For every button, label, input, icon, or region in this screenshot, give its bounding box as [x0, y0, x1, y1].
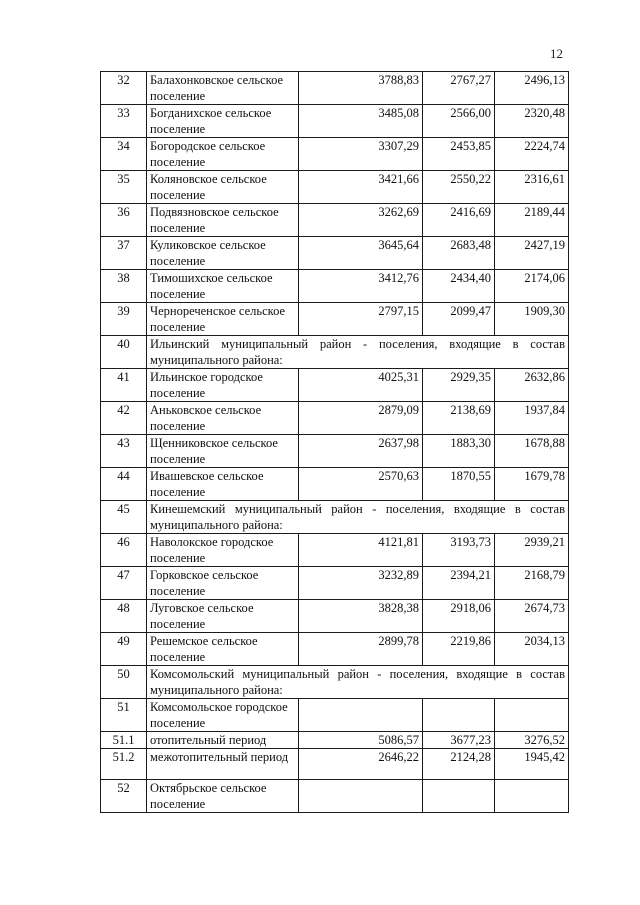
row-number: 50 — [101, 666, 147, 699]
value-cell-2: 2138,69 — [423, 402, 495, 435]
value-cell-3: 2316,61 — [495, 171, 569, 204]
settlement-name: межотопительный период — [147, 749, 299, 780]
value-cell-1: 2646,22 — [299, 749, 423, 780]
value-cell-3: 1909,30 — [495, 303, 569, 336]
table-row — [101, 534, 569, 567]
value-cell-1: 3262,69 — [299, 204, 423, 237]
value-cell-3: 2427,19 — [495, 237, 569, 270]
value-cell-3 — [495, 699, 569, 732]
row-number: 51 — [101, 699, 147, 732]
value-cell-2: 2767,27 — [423, 72, 495, 105]
value-cell-1: 4025,31 — [299, 369, 423, 402]
row-number: 46 — [101, 534, 147, 567]
row-number: 44 — [101, 468, 147, 501]
district-header: Кинешемский муниципальный район - поселения, входящие в состав муниципального района: — [147, 501, 569, 534]
settlement-name: Подвязновское сельское поселение — [147, 204, 299, 237]
table-row — [101, 468, 569, 501]
settlement-name: Богородское сельское поселение — [147, 138, 299, 171]
table-row — [101, 633, 569, 666]
value-cell-3: 2320,48 — [495, 105, 569, 138]
settlement-name: Чернореченское сельское поселение — [147, 303, 299, 336]
settlement-name: Решемское сельское поселение — [147, 633, 299, 666]
value-cell-3: 2632,86 — [495, 369, 569, 402]
value-cell-2: 1883,30 — [423, 435, 495, 468]
value-cell-3: 2939,21 — [495, 534, 569, 567]
row-number: 43 — [101, 435, 147, 468]
settlement-name: Аньковское сельское поселение — [147, 402, 299, 435]
district-header: Комсомольский муниципальный район - поселения, входящие в состав муниципального района: — [147, 666, 569, 699]
row-number: 32 — [101, 72, 147, 105]
settlement-name: Ильинское городское поселение — [147, 369, 299, 402]
row-number: 51.2 — [101, 749, 147, 780]
table-body — [101, 72, 569, 813]
value-cell-3: 2674,73 — [495, 600, 569, 633]
row-number: 47 — [101, 567, 147, 600]
settlement-name: Балахонковское сельское поселение — [147, 72, 299, 105]
value-cell-1: 2899,78 — [299, 633, 423, 666]
table-row — [101, 72, 569, 105]
value-cell-1: 3307,29 — [299, 138, 423, 171]
row-number: 52 — [101, 780, 147, 813]
value-cell-3: 1678,88 — [495, 435, 569, 468]
value-cell-3 — [495, 780, 569, 813]
value-cell-1: 3412,76 — [299, 270, 423, 303]
settlement-name: отопительный период — [147, 732, 299, 749]
page-number: 12 — [550, 46, 563, 61]
row-number: 37 — [101, 237, 147, 270]
tariff-table — [100, 71, 569, 813]
value-cell-2: 2434,40 — [423, 270, 495, 303]
value-cell-3: 2189,44 — [495, 204, 569, 237]
settlement-name: Октябрьское сельское поселение — [147, 780, 299, 813]
settlement-name: Луговское сельское поселение — [147, 600, 299, 633]
value-cell-1: 2797,15 — [299, 303, 423, 336]
settlement-name: Комсомольское городское поселение — [147, 699, 299, 732]
value-cell-1: 3645,64 — [299, 237, 423, 270]
table-row — [101, 138, 569, 171]
settlement-name: Коляновское сельское поселение — [147, 171, 299, 204]
table-row — [101, 780, 569, 813]
value-cell-1: 5086,57 — [299, 732, 423, 749]
table-row — [101, 501, 569, 534]
row-number: 40 — [101, 336, 147, 369]
value-cell-1: 4121,81 — [299, 534, 423, 567]
table-row — [101, 270, 569, 303]
value-cell-1: 2570,63 — [299, 468, 423, 501]
value-cell-2 — [423, 699, 495, 732]
row-number: 38 — [101, 270, 147, 303]
value-cell-2: 2219,86 — [423, 633, 495, 666]
value-cell-2: 1870,55 — [423, 468, 495, 501]
value-cell-2: 2550,22 — [423, 171, 495, 204]
value-cell-2: 2453,85 — [423, 138, 495, 171]
settlement-name: Куликовское сельское поселение — [147, 237, 299, 270]
value-cell-1: 2637,98 — [299, 435, 423, 468]
table-row — [101, 567, 569, 600]
table-row — [101, 600, 569, 633]
row-number: 48 — [101, 600, 147, 633]
value-cell-1 — [299, 780, 423, 813]
value-cell-2: 2683,48 — [423, 237, 495, 270]
row-number: 39 — [101, 303, 147, 336]
row-number: 45 — [101, 501, 147, 534]
value-cell-3: 2034,13 — [495, 633, 569, 666]
value-cell-1: 3232,89 — [299, 567, 423, 600]
table-row — [101, 171, 569, 204]
row-number: 49 — [101, 633, 147, 666]
settlement-name: Наволокское городское поселение — [147, 534, 299, 567]
value-cell-1: 3421,66 — [299, 171, 423, 204]
table-row — [101, 369, 569, 402]
settlement-name: Богданихское сельское поселение — [147, 105, 299, 138]
table-row — [101, 204, 569, 237]
row-number: 33 — [101, 105, 147, 138]
table-row — [101, 699, 569, 732]
table-row — [101, 732, 569, 749]
value-cell-3: 2174,06 — [495, 270, 569, 303]
row-number: 36 — [101, 204, 147, 237]
value-cell-1: 3485,08 — [299, 105, 423, 138]
row-number: 51.1 — [101, 732, 147, 749]
settlement-name: Щенниковское сельское поселение — [147, 435, 299, 468]
row-number: 42 — [101, 402, 147, 435]
value-cell-2: 2394,21 — [423, 567, 495, 600]
row-number: 41 — [101, 369, 147, 402]
value-cell-1: 3828,38 — [299, 600, 423, 633]
value-cell-3: 1679,78 — [495, 468, 569, 501]
value-cell-2: 2099,47 — [423, 303, 495, 336]
value-cell-3: 1945,42 — [495, 749, 569, 780]
table-row — [101, 336, 569, 369]
value-cell-3: 2168,79 — [495, 567, 569, 600]
value-cell-2: 3193,73 — [423, 534, 495, 567]
value-cell-1: 3788,83 — [299, 72, 423, 105]
table-row — [101, 435, 569, 468]
table-row — [101, 105, 569, 138]
value-cell-2: 2416,69 — [423, 204, 495, 237]
value-cell-2: 2124,28 — [423, 749, 495, 780]
value-cell-2 — [423, 780, 495, 813]
value-cell-3: 3276,52 — [495, 732, 569, 749]
value-cell-2: 2929,35 — [423, 369, 495, 402]
row-number: 34 — [101, 138, 147, 171]
table-row — [101, 749, 569, 780]
value-cell-1 — [299, 699, 423, 732]
value-cell-2: 2566,00 — [423, 105, 495, 138]
table-row — [101, 303, 569, 336]
table-row — [101, 666, 569, 699]
value-cell-3: 2224,74 — [495, 138, 569, 171]
value-cell-1: 2879,09 — [299, 402, 423, 435]
value-cell-2: 2918,06 — [423, 600, 495, 633]
table-row — [101, 237, 569, 270]
settlement-name: Ивашевское сельское поселение — [147, 468, 299, 501]
value-cell-2: 3677,23 — [423, 732, 495, 749]
district-header: Ильинский муниципальный район - поселения, входящие в состав муниципального района: — [147, 336, 569, 369]
table-row — [101, 402, 569, 435]
settlement-name: Горковское сельское поселение — [147, 567, 299, 600]
value-cell-3: 2496,13 — [495, 72, 569, 105]
row-number: 35 — [101, 171, 147, 204]
value-cell-3: 1937,84 — [495, 402, 569, 435]
settlement-name: Тимошихское сельское поселение — [147, 270, 299, 303]
